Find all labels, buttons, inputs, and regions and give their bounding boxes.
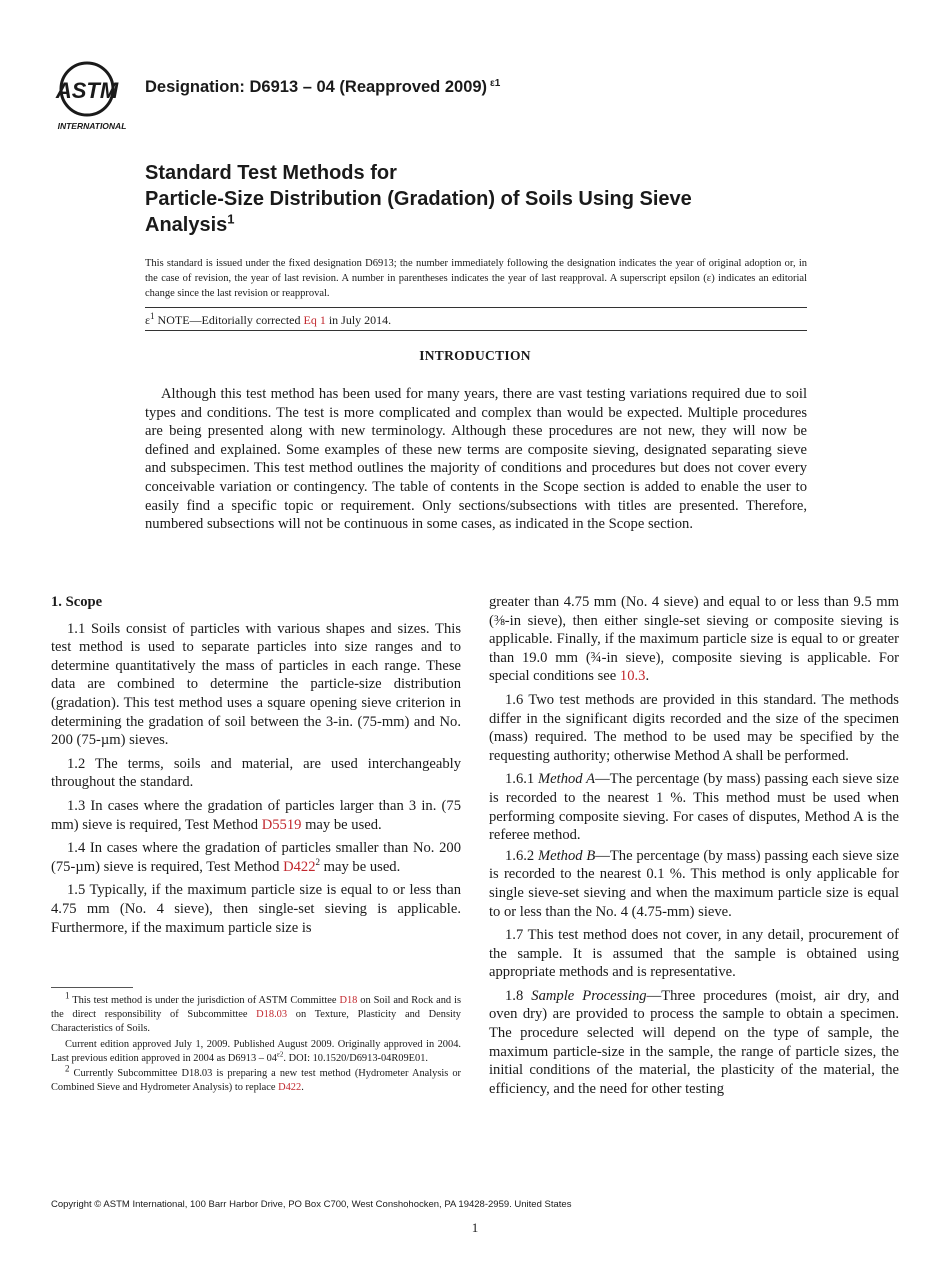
footnote-1-text-b: on Soil and Rock and is the direct responsibility of Subcommittee — [51, 995, 461, 1021]
editorial-note — [145, 313, 391, 328]
footnote-d422-link[interactable]: D422 — [278, 1082, 302, 1094]
introduction-heading: INTRODUCTION — [419, 348, 531, 363]
edition-sup: ε2 — [276, 1050, 284, 1059]
para-1-2: 1.2 The terms, soils and material, are used interchangeably throughout the standard. — [51, 755, 461, 791]
para-1-6-2-text: —The percentage (by mass) passing each sieve size is recorded to the nearest 0.1 %. This method is only applicable for single sieve-set sieving and when the maximum particle size is equal to or less than the No. 4 (4.75-mm) sieve. — [489, 847, 899, 920]
para-1-8 — [489, 987, 899, 1099]
footnote-2 — [51, 1063, 461, 1095]
para-1-3-text: 1.3 In cases where the gradation of particles larger than 3 in. (75 mm) sieve is required, Test Method — [51, 797, 461, 833]
divider-bottom — [145, 330, 807, 331]
footnote-2-tail: . — [301, 1082, 304, 1094]
editorial-note-tail: in July 2014. — [325, 313, 392, 327]
footnote-2-marker: 2 — [65, 1063, 70, 1074]
page-number: 1 — [471, 1220, 479, 1235]
para-1-8-num: 1.8 — [505, 987, 532, 1004]
para-1-5-cont — [489, 593, 899, 686]
eq1-link[interactable]: Eq 1 — [303, 313, 326, 327]
footnote-1-marker: 1 — [65, 990, 70, 1001]
footnotes — [51, 990, 462, 1096]
section-10-3-link[interactable]: 10.3 — [619, 668, 646, 685]
designation-sup: ε1 — [490, 77, 501, 89]
sample-processing-label: Sample Processing — [531, 987, 647, 1004]
para-1-4 — [51, 839, 461, 876]
para-1-5-cont-tail: . — [645, 668, 650, 685]
copyright-notice: Copyright © ASTM International, 100 Barr Harbor Drive, PO Box C700, West Conshohocken, PA 19428-2959. United States — [51, 1199, 572, 1210]
para-1-8-text: —Three procedures (moist, air dry, and oven dry) are provided to process the sample to obtain a specimen. The procedure selected will depend on the type of sample, the maximum particle-size in the sample, the range of particle sizes, the initial conditions of the material, the plasticity of the material, the efficiency, and the need for other testing — [489, 987, 899, 1097]
edition-text: Current edition approved July 1, 2009. Published August 2009. Originally approved in 2004. Last previous edition approved in 2004 as D6913 – 04 — [51, 1038, 461, 1064]
para-1-7: 1.7 This test method does not cover, in any detail, procurement of the sample. It is assumed that the sample is obtained using appropriate methods and is representative. — [489, 927, 899, 981]
astm-logo — [52, 58, 136, 132]
title-line-3-text: Analysis — [145, 214, 228, 236]
para-1-6-1 — [489, 770, 899, 844]
para-1-3-tail: may be used. — [301, 816, 382, 833]
title-line-2: Particle-Size Distribution (Gradation) of Soils Using Sieve — [145, 188, 692, 210]
divider-top — [145, 307, 807, 308]
epsilon-symbol: ε — [145, 313, 151, 327]
footnote-1 — [51, 990, 462, 1037]
footnote-1-edition — [51, 1038, 461, 1066]
d18-link[interactable]: D18 — [339, 995, 358, 1006]
title-line-1: Standard Test Methods for — [145, 162, 397, 184]
title-line-3 — [145, 212, 845, 238]
standard-notice: This standard is issued under the fixed designation D6913; the number immediately following the designation indicates the year of original adoption or, in the case of revision, the year of last revision. A number in parentheses indicates the year of last reapproval. A superscript epsilon (ε) indicates an editorial change since the last revision or reapproval. — [145, 258, 807, 299]
para-1-6-2-num: 1.6.2 — [505, 847, 538, 864]
epsilon-sup: 1 — [150, 311, 155, 321]
designation — [145, 78, 500, 97]
footnote-1-text-a: This test method is under the jurisdiction of ASTM Committee — [69, 995, 340, 1006]
scope-heading: 1. Scope — [51, 594, 103, 610]
d422-link[interactable]: D422 — [283, 858, 316, 875]
document-title — [145, 160, 845, 238]
method-a-label: Method A — [538, 771, 596, 788]
para-1-6: 1.6 Two test methods are provided in this standard. The methods differ in the significant digits recorded and the size of the specimen (mass) required. The method to be used may be specified by the requesting authority; otherwise Method A shall be performed. — [489, 691, 899, 764]
para-1-5-cont-text: greater than 4.75 mm (No. 4 sieve) and equal to or less than 9.5 mm (⅜-in sieve), then either single-set sieving or composite sieving is applicable. Finally, if the maximum particle size is equal to or greater than 19.0 mm (¾-in sieve), composite sieving is applicable. For special conditions see — [489, 594, 899, 685]
para-1-6-1-text: —The percentage (by mass) passing each sieve size is recorded to the nearest 1 %. This method must be used when performing composite sieving. For cases of disputes, Method A is the referee method. — [489, 771, 899, 844]
footnote-ref-2: 2 — [315, 856, 320, 867]
para-1-5: 1.5 Typically, if the maximum particle size is equal to or less than 4.75 mm (No. 4 sieve), then single-set sieving is applicable. Furthermore, if the maximum particle size is — [51, 882, 461, 936]
d18-03-link[interactable]: D18.03 — [256, 1009, 288, 1021]
title-footnote-ref: 1 — [227, 211, 235, 227]
logo-subtext: INTERNATIONAL — [57, 121, 127, 131]
d5519-link[interactable]: D5519 — [261, 816, 302, 833]
right-column — [489, 593, 899, 1103]
para-1-1: 1.1 Soils consist of particles with various shapes and sizes. This test method is used to separate particles into size ranges and to determine quantitatively the mass of particles in each range. These data are combined to determine the particle-size distribution (gradation). This test method uses a square opening sieve criterion in determining the gradation of soil between the 3-in. (75-mm) and No. 200 (75-µm) sieves. — [51, 620, 461, 749]
introduction-body: Although this test method has been used for many years, there are vast testing variations required due to soil types and conditions. The test is more complicated and complex than would be expected. Multiple procedures are being presented along with new terminology. Although these procedures are not new, they will now be defined and explained. Some examples of these new terms are composite sieving, designated separating sieve and subspecimen. This test method outlines the majority of conditions and procedures but does not cover every conceivable variation or contingency. The table of contents in the Scope section is added to enable the user to easily find a specific topic or requirement. Only sections/subsections with titles are presented. Therefore, numbered subsections will not be continuous in some cases, as indicated in the Scope section. — [145, 386, 807, 533]
para-1-6-1-num: 1.6.1 — [505, 771, 539, 788]
para-1-3 — [51, 797, 461, 834]
astm-logo-graphic — [52, 58, 136, 132]
footnote-2-text: Currently Subcommittee D18.03 is preparing a new test method (Hydrometer Analysis or Combined Sieve and Hydrometer Analysis) to replace — [51, 1068, 461, 1094]
footnote-1-text-c: on Texture, Plasticity and Density Characteristics of Soils. — [51, 1009, 462, 1035]
designation-text: Designation: D6913 – 04 (Reapproved 2009) — [145, 78, 488, 96]
para-1-4-tail: may be used. — [320, 858, 401, 875]
para-1-4-text: 1.4 In cases where the gradation of particles smaller than No. 200 (75-µm) sieve is required, Test Method — [51, 840, 461, 875]
left-column — [51, 593, 461, 942]
footnote-divider — [51, 987, 133, 988]
edition-doi: . DOI: 10.1520/D6913-04R09E01. — [283, 1052, 429, 1064]
para-1-6-2 — [489, 847, 899, 921]
method-b-label: Method B — [537, 847, 596, 864]
editorial-note-text: NOTE—Editorially corrected — [154, 313, 304, 327]
logo-text: ASTM — [55, 78, 119, 103]
